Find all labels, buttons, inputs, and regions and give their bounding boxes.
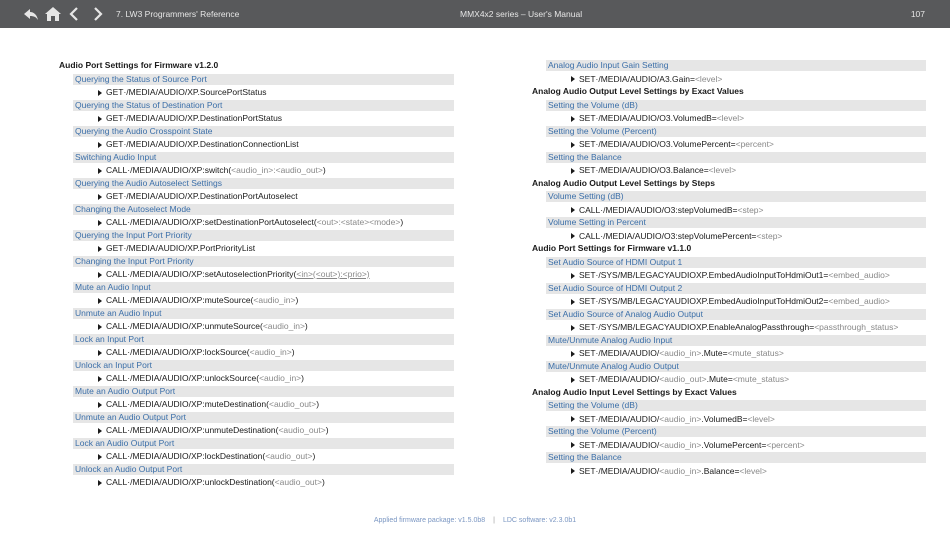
command-text: SET·/MEDIA/AUDIO/O3.Balance= [579, 165, 709, 175]
command-text: .Mute= [701, 348, 728, 358]
bullet-arrow-icon [98, 246, 102, 252]
command-text: ) [321, 477, 325, 487]
command-text: CALL·/MEDIA/AUDIO/XP:muteSource( [106, 295, 254, 305]
command-param: <level> [708, 165, 737, 175]
command-text: GET·/MEDIA/AUDIO/XP.DestinationPortAutoselect [106, 191, 298, 201]
command-text: GET·/MEDIA/AUDIO/XP.SourcePortStatus [106, 87, 267, 97]
command-text: GET·/MEDIA/AUDIO/XP.PortPriorityList [106, 243, 256, 253]
command-text: SET·/MEDIA/AUDIO/ [579, 439, 660, 450]
command-param: <audio_out> [659, 374, 707, 384]
footer-separator: | [493, 517, 495, 524]
software-version: LDC software: v2.3.0b1 [502, 517, 577, 524]
command-line [532, 347, 926, 360]
command-text: ) [312, 451, 316, 461]
command-line [59, 216, 454, 229]
command-text: CALL·/MEDIA/AUDIO/XP:setDestinationPortAutoselect( [106, 217, 317, 227]
topic-link[interactable]: Setting the Volume (Percent) [546, 426, 926, 437]
topic-link[interactable]: Setting the Volume (dB) [546, 400, 926, 411]
topic-link[interactable]: Switching Audio Input [73, 152, 454, 163]
command-text: CALL·/MEDIA/AUDIO/XP:unmuteDestination( [106, 425, 279, 435]
top-bar [0, 0, 950, 28]
command-line [59, 476, 454, 489]
section-heading: Audio Port Settings for Firmware v1.1.0 [532, 243, 692, 253]
command-param: <audio_out> [278, 425, 326, 435]
command-text: SET·/MEDIA/AUDIO/ [579, 374, 660, 384]
command-text: SET·/MEDIA/AUDIO/ [579, 413, 660, 424]
bullet-arrow-icon [98, 350, 102, 356]
bullet-arrow-icon [571, 416, 575, 422]
command-text: ) [301, 373, 304, 383]
command-text: ) [291, 347, 295, 357]
command-text: ) [322, 165, 326, 175]
topic-link[interactable]: Querying the Status of Source Port [73, 74, 454, 85]
command-text: CALL·/MEDIA/AUDIO/XP:switch( [106, 165, 232, 175]
command-text: CALL·/MEDIA/AUDIO/O3:stepVolumedB= [579, 204, 738, 215]
bullet-arrow-icon [571, 299, 575, 305]
bullet-arrow-icon [98, 272, 102, 278]
command-line [532, 164, 926, 177]
command-line [59, 320, 454, 333]
topic-link[interactable]: Setting the Volume (Percent) [546, 126, 926, 137]
command-line [59, 86, 454, 99]
command-text: ) [325, 425, 329, 435]
topic-link[interactable]: Querying the Status of Destination Port [73, 100, 454, 111]
topic-link[interactable]: Set Audio Source of HDMI Output 1 [546, 257, 926, 268]
command-line [532, 465, 926, 478]
bullet-arrow-icon [571, 142, 575, 148]
command-param: <level> [739, 465, 767, 476]
topic-link[interactable]: Unlock an Audio Output Port [73, 464, 454, 475]
command-line [59, 450, 454, 463]
command-param: <audio_in> [253, 295, 296, 305]
chapter-title: 7. LW3 Programmers' Reference [116, 9, 240, 19]
command-param: <audio_in> [659, 413, 702, 424]
bullet-arrow-icon [98, 298, 102, 304]
bullet-arrow-icon [98, 480, 102, 486]
bullet-arrow-icon [98, 220, 102, 226]
bullet-arrow-icon [571, 442, 575, 448]
bullet-arrow-icon [98, 142, 102, 148]
command-line [59, 164, 454, 177]
command-param: <level> [694, 73, 723, 84]
bullet-arrow-icon [98, 376, 102, 382]
bullet-arrow-icon [98, 428, 102, 434]
command-line [59, 138, 454, 151]
command-text: CALL·/MEDIA/AUDIO/XP:lockSource( [106, 347, 250, 357]
command-line [532, 204, 926, 217]
topic-link[interactable]: Querying the Input Port Priority [73, 230, 454, 241]
bullet-arrow-icon [98, 454, 102, 460]
command-text: ) [304, 321, 308, 331]
back-icon[interactable] [22, 5, 40, 23]
topic-link[interactable]: Setting the Balance [546, 152, 926, 163]
bullet-arrow-icon [98, 324, 102, 330]
topic-link[interactable]: Unmute an Audio Output Port [73, 412, 454, 423]
topic-link[interactable]: Analog Audio Input Gain Setting [546, 60, 926, 71]
bullet-arrow-icon [571, 168, 575, 174]
command-line [59, 398, 454, 411]
command-line [59, 242, 454, 255]
topic-link[interactable]: Lock an Input Port [73, 334, 454, 345]
command-text: ) [316, 399, 320, 409]
section-heading: Analog Audio Output Level Settings by Steps [532, 177, 715, 188]
command-param: <mute_status> [727, 348, 784, 358]
command-param: <audio_out> [268, 399, 317, 409]
command-text: ) [295, 295, 299, 305]
topic-link[interactable]: Querying the Audio Autoselect Settings [73, 178, 454, 189]
command-line [532, 138, 926, 151]
topic-link[interactable]: Changing the Autoselect Mode [73, 204, 454, 215]
command-text: GET·/MEDIA/AUDIO/XP.DestinationConnectionList [106, 139, 299, 149]
command-line [59, 112, 454, 125]
bullet-arrow-icon [98, 90, 102, 96]
command-text: SET·/SYS/MB/LEGACYAUDIOXP.EmbedAudioInputToHdmiOut2= [579, 296, 829, 306]
topic-link[interactable]: Mute an Audio Output Port [73, 386, 454, 397]
bullet-arrow-icon [571, 351, 575, 357]
command-text: .Mute= [706, 374, 733, 384]
manual-title: MMX4x2 series – User's Manual [460, 9, 583, 19]
command-param: <percent> [735, 139, 774, 149]
command-line [532, 73, 926, 86]
command-param: <level> [747, 413, 775, 424]
command-line [59, 190, 454, 203]
topic-link[interactable]: Set Audio Source of Analog Audio Output [546, 309, 926, 320]
command-line [532, 112, 926, 125]
right-column [532, 59, 926, 477]
command-line [532, 439, 926, 452]
topic-link[interactable]: Querying the Audio Crosspoint State [73, 126, 454, 137]
bullet-arrow-icon [571, 273, 575, 279]
command-param: <audio_in> [659, 348, 702, 358]
command-param: <level> [716, 113, 745, 123]
command-text: CALL·/MEDIA/AUDIO/XP:unlockDestination( [106, 477, 275, 487]
command-param: <embed_audio> [828, 270, 890, 280]
command-param: <embed_audio> [828, 296, 890, 306]
bullet-arrow-icon [98, 402, 102, 408]
topic-link[interactable]: Changing the Input Port Priority [73, 256, 454, 267]
bullet-arrow-icon [98, 116, 102, 122]
command-line [59, 346, 454, 359]
section-heading: Audio Port Settings for Firmware v1.2.0 [59, 60, 219, 70]
left-column [59, 59, 454, 489]
command-param: <in>(<out>):<prio>) [296, 269, 370, 279]
command-text: .VolumePercent= [701, 439, 767, 450]
bullet-arrow-icon [571, 207, 575, 213]
command-param: <audio_in> [259, 373, 302, 383]
command-text: ) [400, 217, 404, 227]
command-param: <audio_in>:<audio_out> [231, 165, 323, 175]
topic-link[interactable]: Lock an Audio Output Port [73, 438, 454, 449]
command-param: <mute_status> [732, 374, 790, 384]
bullet-arrow-icon [571, 76, 575, 82]
nav-buttons [22, 5, 106, 23]
command-text: CALL·/MEDIA/AUDIO/XP:muteDestination( [106, 399, 269, 409]
footer [0, 517, 950, 524]
topic-link[interactable]: Mute an Audio Input [73, 282, 454, 293]
topic-link[interactable]: Unmute an Audio Input [73, 308, 454, 319]
command-line [59, 372, 454, 385]
bullet-arrow-icon [98, 194, 102, 200]
bullet-arrow-icon [571, 116, 575, 122]
bullet-arrow-icon [571, 468, 575, 474]
section-heading: Analog Audio Input Level Settings by Exact Values [532, 386, 737, 397]
command-param: <audio_in> [659, 465, 702, 476]
command-param: <audio_out> [265, 451, 313, 461]
command-text: SET·/MEDIA/AUDIO/O3.VolumedB= [579, 113, 717, 123]
topic-link[interactable]: Volume Setting in Percent [546, 217, 926, 228]
command-param: <passthrough_status> [814, 322, 899, 332]
command-text: CALL·/MEDIA/AUDIO/XP:unlockSource( [106, 373, 260, 383]
topic-link[interactable]: Mute/Unmute Analog Audio Input [546, 335, 926, 346]
command-text: CALL·/MEDIA/AUDIO/XP:unmuteSource( [106, 321, 263, 331]
prev-icon[interactable] [66, 5, 84, 23]
command-line [59, 424, 454, 437]
command-line [532, 413, 926, 426]
command-text: CALL·/MEDIA/AUDIO/XP:setAutoselectionPriority( [106, 269, 297, 279]
topic-link[interactable]: Mute/Unmute Analog Audio Output [546, 361, 926, 372]
command-line [59, 268, 454, 281]
bullet-arrow-icon [98, 168, 102, 174]
command-param: <percent> [766, 439, 805, 450]
topic-link[interactable]: Volume Setting (dB) [546, 191, 926, 202]
command-line [59, 294, 454, 307]
command-text: CALL·/MEDIA/AUDIO/XP:lockDestination( [106, 451, 266, 461]
topic-link[interactable]: Unlock an Input Port [73, 360, 454, 371]
command-text: SET·/SYS/MB/LEGACYAUDIOXP.EmbedAudioInputToHdmiOut1= [579, 270, 829, 280]
home-icon[interactable] [44, 5, 62, 23]
command-text: SET·/SYS/MB/LEGACYAUDIOXP.EnableAnalogPassthrough= [579, 322, 815, 332]
command-line [532, 269, 926, 282]
bullet-arrow-icon [571, 325, 575, 331]
topic-link[interactable]: Setting the Balance [546, 452, 926, 463]
command-param: <audio_in> [249, 347, 292, 357]
firmware-version: Applied firmware package: v1.5.0b8 [373, 517, 486, 524]
command-param: <out>:<state><mode> [316, 217, 401, 227]
bullet-arrow-icon [571, 377, 575, 383]
section-heading: Analog Audio Output Level Settings by Exact Values [532, 86, 744, 96]
command-line [532, 373, 926, 386]
command-param: <step> [756, 230, 783, 241]
command-text: SET·/MEDIA/AUDIO/ [579, 348, 660, 358]
command-param: <step> [737, 204, 764, 215]
page-number: 107 [910, 9, 925, 19]
topic-link[interactable]: Setting the Volume (dB) [546, 100, 926, 111]
command-param: <audio_in> [659, 439, 702, 450]
bullet-arrow-icon [571, 233, 575, 239]
command-line [532, 295, 926, 308]
command-text: .VolumedB= [701, 413, 748, 424]
command-line [532, 321, 926, 334]
command-text: SET·/MEDIA/AUDIO/ [579, 465, 660, 476]
topic-link[interactable]: Set Audio Source of HDMI Output 2 [546, 283, 926, 294]
command-text: SET·/MEDIA/AUDIO/O3.VolumePercent= [579, 139, 736, 149]
command-text: .Balance= [701, 465, 740, 476]
command-text: GET·/MEDIA/AUDIO/XP.DestinationPortStatus [106, 113, 283, 123]
command-line [532, 230, 926, 243]
next-icon[interactable] [88, 5, 106, 23]
command-param: <audio_out> [274, 477, 322, 487]
command-text: CALL·/MEDIA/AUDIO/O3:stepVolumePercent= [579, 230, 757, 241]
command-text: SET·/MEDIA/AUDIO/A3.Gain= [579, 73, 695, 84]
command-param: <audio_in> [262, 321, 305, 331]
